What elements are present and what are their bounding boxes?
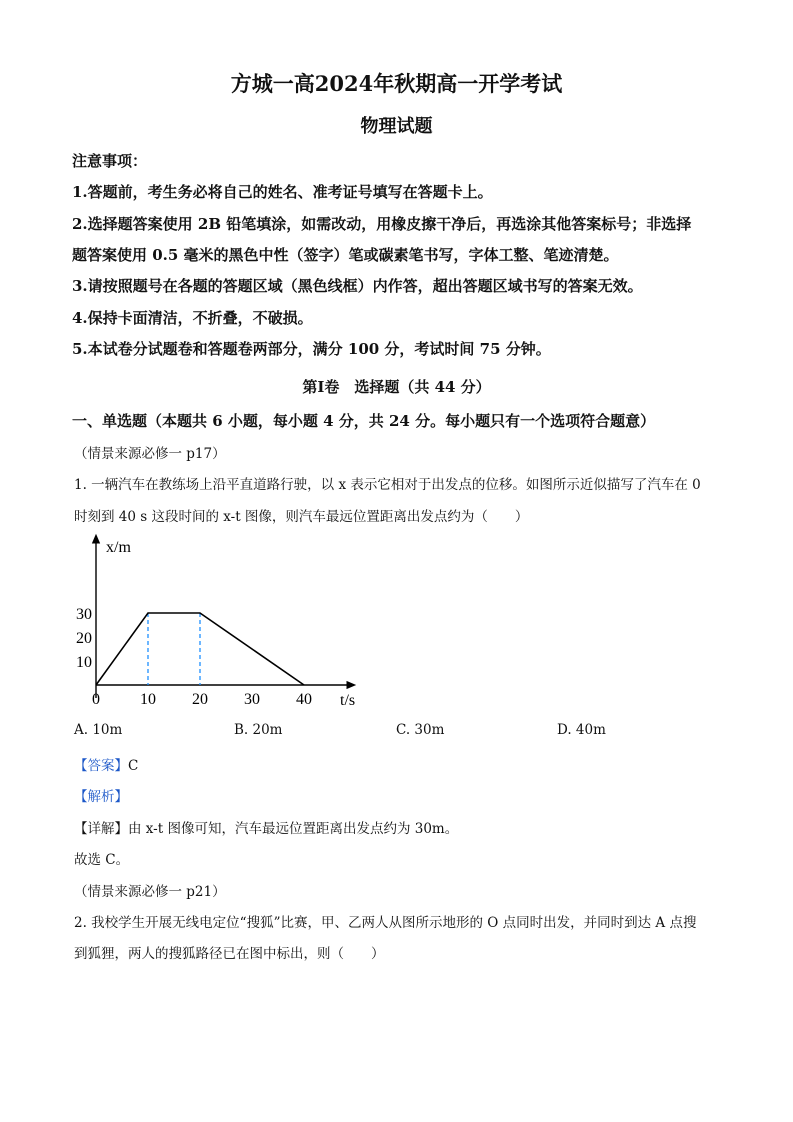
q1-stem-line1: 1. 一辆汽车在教练场上沿平直道路行驶，以 x 表示它相对于出发点的位移。如图所示近似描写了汽车在 0 <box>74 477 701 493</box>
detail-line <box>74 817 458 837</box>
y-axis-label: x/m <box>106 539 131 556</box>
x-tick-label-3: 30 <box>244 691 260 708</box>
x-tick-label-0: 0 <box>92 691 100 708</box>
notice-item-2b: 题答案使用 0.5 毫米的黑色中性（签字）笔或碳素笔书写，字体工整、笔迹清楚。 <box>72 246 619 264</box>
subject-title: 物理试题 <box>360 116 433 137</box>
answer-value: C <box>128 758 139 774</box>
analysis-tag: 【解析】 <box>74 789 128 805</box>
notice-item-4: 4.保持卡面清洁，不折叠，不破损。 <box>72 309 313 327</box>
notice-item-5: 5.本试卷分试题卷和答题卷两部分，满分 100 分，考试时间 75 分钟。 <box>72 340 551 358</box>
xt-graph <box>70 530 370 715</box>
detail-tag: 【详解】 <box>74 821 128 837</box>
option-d: D. 40m <box>557 722 606 738</box>
answer-tag: 【答案】 <box>74 758 128 774</box>
x-tick-label-1: 10 <box>140 691 156 708</box>
exam-title: 方城一高2024年秋期高一开学考试 <box>230 71 563 96</box>
notice-heading: 注意事项： <box>72 152 148 170</box>
detail-text: 由 x-t 图像可知，汽车最远位置距离出发点约为 30m。 <box>128 821 459 837</box>
x-tick-label-4: 40 <box>296 691 312 708</box>
y-tick-label-1: 20 <box>76 630 92 647</box>
q1-source: （情景来源必修一 p17） <box>74 446 226 462</box>
q1-stem-line2: 时刻到 40 s 这段时间的 x-t 图像，则汽车最远位置距离出发点约为（ ） <box>74 509 529 525</box>
section-title: 第Ⅰ卷 选择题（共 44 分） <box>302 378 491 396</box>
option-a: A. 10m <box>74 722 123 738</box>
notice-item-3: 3.请按照题号在各题的答题区域（黑色线框）内作答，超出答题区域书写的答案无效。 <box>72 277 643 295</box>
x-axis-label: t/s <box>340 692 356 709</box>
x-tick-label-2: 20 <box>192 691 208 708</box>
conclusion: 故选 C。 <box>74 852 130 868</box>
q2-stem-line2: 到狐狸，两人的搜狐路径已在图中标出，则（ ） <box>74 946 385 962</box>
q2-stem-line1: 2. 我校学生开展无线电定位“搜狐”比赛，甲、乙两人从图所示地形的 O 点同时出发，并同时到达 A 点搜 <box>74 915 697 931</box>
y-tick-label-0: 10 <box>76 654 92 671</box>
y-tick-label-2: 30 <box>76 606 92 623</box>
answer-line <box>74 754 138 774</box>
option-b: B. 20m <box>234 722 283 738</box>
q2-source: （情景来源必修一 p21） <box>74 884 226 900</box>
option-c: C. 30m <box>396 722 445 738</box>
notice-item-2a: 2.选择题答案使用 2B 铅笔填涂，如需改动，用橡皮擦干净后，再选涂其他答案标号；非选择 <box>72 215 692 233</box>
part-heading: 一、单选题（本题共 6 小题，每小题 4 分，共 24 分。每小题只有一个选项符合题意） <box>72 412 656 430</box>
notice-item-1: 1.答题前，考生务必将自己的姓名、准考证号填写在答题卡上。 <box>72 183 493 201</box>
